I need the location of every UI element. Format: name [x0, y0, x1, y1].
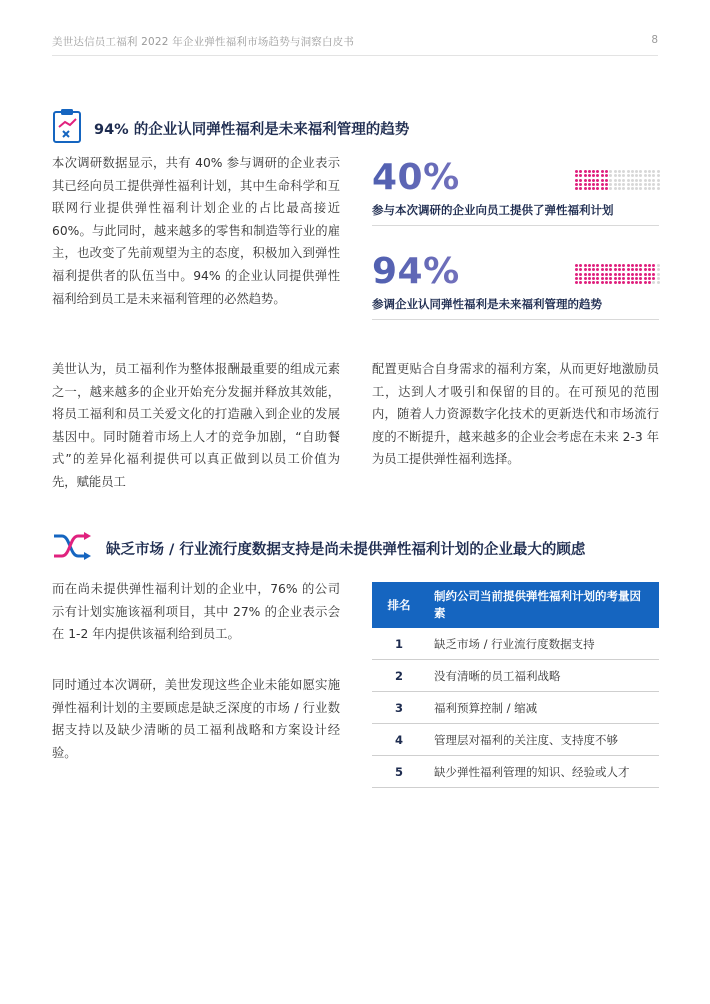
percent-dot — [601, 273, 604, 276]
percent-dot — [627, 174, 630, 177]
percent-dot — [618, 183, 621, 186]
percent-dot — [644, 174, 647, 177]
header-divider — [52, 55, 658, 56]
percent-dot — [639, 264, 642, 267]
percent-dot — [648, 187, 651, 190]
percent-dot — [657, 170, 660, 173]
percent-dot — [579, 183, 582, 186]
percent-dot — [622, 187, 625, 190]
percent-dot — [588, 281, 591, 284]
table-row — [372, 724, 659, 756]
factor-cell: 福利预算控制 / 缩减 — [426, 692, 659, 724]
percent-dot — [609, 174, 612, 177]
percent-dot — [601, 264, 604, 267]
percent-dot — [592, 187, 595, 190]
percent-dot — [575, 273, 578, 276]
table-row — [372, 692, 659, 724]
percent-dot — [588, 277, 591, 280]
percent-dot — [575, 170, 578, 173]
percent-dot — [627, 277, 630, 280]
percent-dot — [584, 264, 587, 267]
dot-matrix-40 — [575, 170, 659, 190]
percent-dot — [622, 277, 625, 280]
percent-dot — [635, 174, 638, 177]
percent-dot — [609, 183, 612, 186]
percent-dot — [579, 273, 582, 276]
rank-cell: 4 — [372, 724, 426, 756]
percent-dot — [592, 183, 595, 186]
percent-dot — [579, 264, 582, 267]
percent-dot — [579, 179, 582, 182]
section2-paragraph-2: 同时通过本次调研，美世发现这些企业未能如愿实施弹性福利计划的主要顾虑是缺乏深度的市场 / 行业数据支持以及缺少清晰的员工福利战略和方案设计经验。 — [52, 678, 340, 760]
percent-dot — [609, 187, 612, 190]
percent-dot — [609, 273, 612, 276]
rank-cell: 3 — [372, 692, 426, 724]
percent-dot — [601, 277, 604, 280]
percent-dot — [601, 281, 604, 284]
percent-dot — [652, 183, 655, 186]
percent-dot — [627, 273, 630, 276]
percent-dot — [596, 277, 599, 280]
percent-dot — [635, 268, 638, 271]
percent-dot — [618, 264, 621, 267]
percent-dot — [575, 187, 578, 190]
percent-dot — [596, 268, 599, 271]
percent-dot — [657, 179, 660, 182]
rank-cell: 2 — [372, 660, 426, 692]
percent-dot — [657, 187, 660, 190]
percent-dot — [631, 268, 634, 271]
percent-dot — [614, 281, 617, 284]
percent-dot — [605, 273, 608, 276]
percent-dot — [605, 268, 608, 271]
percent-dot — [639, 281, 642, 284]
percent-dot — [652, 273, 655, 276]
section1-paragraph-2-right: 配置更贴合自身需求的福利方案，从而更好地激励员工，达到人才吸引和保留的目的。在可预见的范围内，随着人力资源数字化技术的更新迭代和市场流行度的不断提升，越来越多的企业会考虑在未来 2-3 年为员工提供弹性福利选择。 — [372, 362, 659, 467]
percent-dot — [652, 264, 655, 267]
percent-dot — [609, 264, 612, 267]
percent-dot — [657, 268, 660, 271]
percent-dot — [648, 277, 651, 280]
stat-caption: 参与本次调研的企业向员工提供了弹性福利计划 — [372, 202, 659, 226]
factor-cell: 管理层对福利的关注度、支持度不够 — [426, 724, 659, 756]
percent-dot — [605, 264, 608, 267]
percent-dot — [644, 268, 647, 271]
percent-dot — [652, 187, 655, 190]
percent-dot — [635, 179, 638, 182]
percent-dot — [584, 268, 587, 271]
percent-dot — [579, 174, 582, 177]
percent-dot — [592, 179, 595, 182]
percent-dot — [631, 277, 634, 280]
percent-dot — [614, 179, 617, 182]
percent-dot — [631, 273, 634, 276]
percent-dot — [614, 268, 617, 271]
percent-dot — [644, 281, 647, 284]
table-row — [372, 628, 659, 660]
percent-dot — [631, 264, 634, 267]
percent-dot — [635, 281, 638, 284]
factor-cell: 缺少弹性福利管理的知识、经验或人才 — [426, 756, 659, 788]
percent-dot — [652, 174, 655, 177]
table-row — [372, 756, 659, 788]
percent-dot — [575, 174, 578, 177]
percent-dot — [622, 179, 625, 182]
percent-dot — [609, 268, 612, 271]
percent-dot — [644, 170, 647, 173]
percent-dot — [588, 174, 591, 177]
percent-dot — [605, 277, 608, 280]
percent-dot — [639, 187, 642, 190]
percent-dot — [644, 264, 647, 267]
percent-dot — [622, 174, 625, 177]
percent-dot — [652, 281, 655, 284]
percent-dot — [596, 187, 599, 190]
rank-cell: 5 — [372, 756, 426, 788]
percent-dot — [648, 273, 651, 276]
percent-dot — [584, 179, 587, 182]
percent-dot — [579, 281, 582, 284]
percent-dot — [631, 183, 634, 186]
concerns-ranking-table — [372, 582, 659, 788]
percent-dot — [596, 174, 599, 177]
percent-dot — [588, 183, 591, 186]
page-number: 8 — [651, 34, 658, 46]
table-row — [372, 660, 659, 692]
section1-title: 94% 的企业认同弹性福利是未来福利管理的趋势 — [94, 121, 410, 138]
percent-dot — [618, 179, 621, 182]
stat-value: 40% — [372, 158, 659, 198]
section2-paragraph-1: 而在尚未提供弹性福利计划的企业中，76% 的公司示有计划实施该福利项目，其中 27% 的企业表示会在 1-2 年内提供该福利给到员工。 — [52, 582, 340, 642]
percent-dot — [601, 170, 604, 173]
table-header-row — [372, 582, 659, 628]
section2-title: 缺乏市场 / 行业流行度数据支持是尚未提供弹性福利计划的企业最大的顾虑 — [106, 541, 586, 558]
percent-dot — [579, 187, 582, 190]
percent-dot — [639, 179, 642, 182]
percent-dot — [605, 281, 608, 284]
percent-dot — [575, 268, 578, 271]
percent-dot — [579, 170, 582, 173]
percent-dot — [618, 273, 621, 276]
percent-dot — [631, 174, 634, 177]
percent-dot — [596, 281, 599, 284]
section2-heading — [52, 532, 585, 564]
percent-dot — [584, 273, 587, 276]
percent-dot — [614, 183, 617, 186]
percent-dot — [622, 281, 625, 284]
percent-dot — [652, 268, 655, 271]
percent-dot — [657, 174, 660, 177]
percent-dot — [592, 273, 595, 276]
percent-dot — [601, 268, 604, 271]
percent-dot — [579, 277, 582, 280]
percent-dot — [639, 268, 642, 271]
percent-dot — [584, 281, 587, 284]
percent-dot — [614, 187, 617, 190]
percent-dot — [648, 183, 651, 186]
percent-dot — [652, 170, 655, 173]
percent-dot — [614, 277, 617, 280]
percent-dot — [588, 179, 591, 182]
percent-dot — [596, 179, 599, 182]
factor-cell: 没有清晰的员工福利战略 — [426, 660, 659, 692]
percent-dot — [622, 170, 625, 173]
percent-dot — [635, 277, 638, 280]
percent-dot — [627, 264, 630, 267]
stat-caption: 参调企业认同弹性福利是未来福利管理的趋势 — [372, 296, 659, 320]
percent-dot — [627, 170, 630, 173]
stat-value: 94% — [372, 252, 659, 292]
percent-dot — [575, 264, 578, 267]
percent-dot — [592, 268, 595, 271]
percent-dot — [584, 174, 587, 177]
percent-dot — [622, 273, 625, 276]
percent-dot — [618, 268, 621, 271]
percent-dot — [584, 277, 587, 280]
percent-dot — [648, 170, 651, 173]
percent-dot — [644, 183, 647, 186]
percent-dot — [614, 273, 617, 276]
percent-dot — [609, 170, 612, 173]
percent-dot — [614, 264, 617, 267]
percent-dot — [584, 187, 587, 190]
percent-dot — [605, 179, 608, 182]
section1-heading — [52, 108, 409, 148]
percent-dot — [627, 179, 630, 182]
percent-dot — [588, 273, 591, 276]
percent-dot — [618, 170, 621, 173]
percent-dot — [596, 183, 599, 186]
rank-cell: 1 — [372, 628, 426, 660]
percent-dot — [584, 170, 587, 173]
percent-dot — [575, 277, 578, 280]
percent-dot — [648, 264, 651, 267]
percent-dot — [592, 277, 595, 280]
percent-dot — [657, 277, 660, 280]
percent-dot — [601, 174, 604, 177]
percent-dot — [657, 264, 660, 267]
percent-dot — [627, 183, 630, 186]
percent-dot — [601, 179, 604, 182]
percent-dot — [639, 273, 642, 276]
percent-dot — [652, 277, 655, 280]
percent-dot — [592, 174, 595, 177]
percent-dot — [588, 187, 591, 190]
percent-dot — [614, 174, 617, 177]
percent-dot — [622, 268, 625, 271]
percent-dot — [648, 179, 651, 182]
percent-dot — [609, 179, 612, 182]
percent-dot — [648, 174, 651, 177]
percent-dot — [652, 179, 655, 182]
section1-paragraph-2-left: 美世认为，员工福利作为整体报酬最重要的组成元素之一，越来越多的企业开始充分发掘并释放其效能，将员工福利和员工关爱文化的打造融入到企业的发展基因中。同时随着市场上人才的竞争加剧，“自助餐式”的差异化福利提供可以真正做到以员工价值为先，赋能员工 — [52, 362, 340, 489]
percent-dot — [592, 170, 595, 173]
factor-cell: 缺乏市场 / 行业流行度数据支持 — [426, 628, 659, 660]
percent-dot — [635, 264, 638, 267]
stat-block-40 — [372, 158, 659, 226]
percent-dot — [575, 183, 578, 186]
percent-dot — [605, 183, 608, 186]
percent-dot — [635, 170, 638, 173]
merge-arrows-icon — [52, 532, 94, 564]
percent-dot — [639, 277, 642, 280]
percent-dot — [622, 264, 625, 267]
percent-dot — [627, 187, 630, 190]
percent-dot — [575, 179, 578, 182]
percent-dot — [596, 264, 599, 267]
running-header: 美世达信员工福利 2022 年企业弹性福利市场趋势与洞察白皮书 — [52, 36, 355, 48]
percent-dot — [657, 281, 660, 284]
clipboard-chart-icon — [52, 108, 82, 148]
percent-dot — [627, 268, 630, 271]
dot-matrix-94 — [575, 264, 659, 284]
percent-dot — [618, 281, 621, 284]
percent-dot — [648, 268, 651, 271]
column-header-rank: 排名 — [372, 582, 426, 628]
percent-dot — [631, 281, 634, 284]
percent-dot — [605, 170, 608, 173]
percent-dot — [631, 179, 634, 182]
percent-dot — [639, 174, 642, 177]
percent-dot — [588, 268, 591, 271]
percent-dot — [588, 264, 591, 267]
percent-dot — [605, 174, 608, 177]
percent-dot — [639, 170, 642, 173]
stat-block-94 — [372, 252, 659, 320]
percent-dot — [635, 183, 638, 186]
percent-dot — [622, 183, 625, 186]
percent-dot — [588, 170, 591, 173]
percent-dot — [605, 187, 608, 190]
percent-dot — [644, 277, 647, 280]
percent-dot — [592, 264, 595, 267]
percent-dot — [592, 281, 595, 284]
percent-dot — [631, 170, 634, 173]
percent-dot — [618, 187, 621, 190]
percent-dot — [648, 281, 651, 284]
percent-dot — [644, 273, 647, 276]
percent-dot — [609, 277, 612, 280]
percent-dot — [618, 277, 621, 280]
percent-dot — [601, 183, 604, 186]
percent-dot — [639, 183, 642, 186]
percent-dot — [601, 187, 604, 190]
percent-dot — [575, 281, 578, 284]
percent-dot — [584, 183, 587, 186]
percent-dot — [657, 183, 660, 186]
percent-dot — [627, 281, 630, 284]
section1-paragraph-1: 本次调研数据显示，共有 40% 参与调研的企业表示其已经向员工提供弹性福利计划，其中生命科学和互联网行业提供弹性福利计划企业的占比最高接近 60%。与此同时，越来越多的零售和制造等行业的雇主，也改变了先前观望为主的态度，积极加入到弹性福利提供者的队伍当中。94% 的企业认同提供弹性福利给到员工是未来福利管理的必然趋势。 — [52, 156, 340, 306]
column-header-factor: 制约公司当前提供弹性福利计划的考量因素 — [426, 582, 659, 628]
percent-dot — [644, 179, 647, 182]
percent-dot — [614, 170, 617, 173]
percent-dot — [618, 174, 621, 177]
percent-dot — [657, 273, 660, 276]
percent-dot — [631, 187, 634, 190]
percent-dot — [596, 273, 599, 276]
percent-dot — [644, 187, 647, 190]
percent-dot — [635, 273, 638, 276]
percent-dot — [579, 268, 582, 271]
percent-dot — [609, 281, 612, 284]
percent-dot — [635, 187, 638, 190]
percent-dot — [596, 170, 599, 173]
